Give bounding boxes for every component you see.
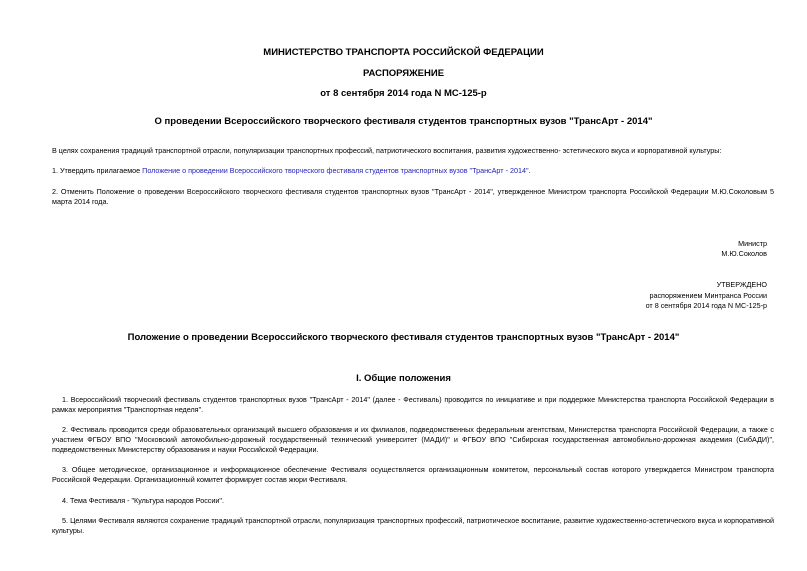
order-item-2: 2. Отменить Положение о проведении Всероссийского творческого фестиваля студентов транспортных вузов "ТрансАрт - 2014", утвержденное Министром транспорта Российской Федерации М.Ю.Соколовым 5 марта 2014 года.: [52, 187, 774, 206]
approval-date: от 8 сентября 2014 года N МС-125-р: [645, 301, 767, 310]
regulation-paragraph-5: 5. Целями Фестиваля являются сохранение традиций транспортной отрасли, популяризация транспортных профессий, патриотическое воспитание, развитие художественно-эстетического вкуса и корпоративной культуры.: [52, 516, 774, 535]
ministry-heading: МИНИСТЕРСТВО ТРАНСПОРТА РОССИЙСКОЙ ФЕДЕРАЦИИ: [263, 47, 544, 58]
signature-position: Министр: [738, 239, 767, 248]
section-title: I. Общие положения: [356, 373, 451, 384]
regulation-paragraph-2: 2. Фестиваль проводится среди образовательных организаций высшего образования и их филиалов, подведомственных федеральным агентствам, Министерства транспорта Российской Федерации, а также с участием ФГБОУ ВПО "Московский автомобильно-дорожный государственный технический университет (МАДИ)" и ФГБОУ ВПО "Сибирская государственная автомобильно-дорожная академия (СибАДИ)", подведомственных Министерству образования и науки Российской Федерации.: [52, 425, 774, 454]
regulation-title: Положение о проведении Всероссийского творческого фестиваля студентов транспортных вузов "ТрансАрт - 2014": [127, 332, 680, 343]
regulation-paragraph-1: 1. Всероссийский творческий фестиваль студентов транспортных вузов "ТрансАрт - 2014" (далее - Фестиваль) проводится по инициативе и при поддержке Министерства транспорта Российской Федерации в рамках мероприятия "Транспортная неделя".: [52, 395, 774, 414]
approval-label: УТВЕРЖДЕНО: [716, 280, 767, 289]
regulation-paragraph-4: 4. Тема Фестиваля - "Культура народов России".: [62, 496, 224, 505]
document-type: РАСПОРЯЖЕНИЕ: [362, 68, 445, 79]
approval-order: распоряжением Минтранса России: [649, 291, 767, 300]
regulation-link[interactable]: Положение о проведении Всероссийского творческого фестиваля студентов транспортных вузов "ТрансАрт - 2014": [142, 166, 529, 175]
order-intro: В целях сохранения традиций транспортной отрасли, популяризации транспортных профессий, патриотического воспитания, развития художественно- эстетического вкуса и корпоративной культуры:: [52, 146, 722, 155]
document-date-number: от 8 сентября 2014 года N МС-125-р: [320, 88, 487, 99]
order-item-1-prefix: 1. Утвердить прилагаемое: [52, 166, 143, 175]
order-item-1: [52, 166, 531, 176]
document-title: О проведении Всероссийского творческого фестиваля студентов транспортных вузов "ТрансАрт - 2014": [154, 116, 653, 127]
regulation-paragraph-3: 3. Общее методическое, организационное и информационное обеспечение Фестиваля осуществляется организационным комитетом, персональный состав которого утверждается Министром транспорта Российской Федерации. Организационный комитет формирует состав жюри Фестиваля.: [52, 465, 774, 484]
order-item-1-suffix: .: [528, 166, 531, 175]
signature-name: М.Ю.Соколов: [721, 249, 767, 258]
